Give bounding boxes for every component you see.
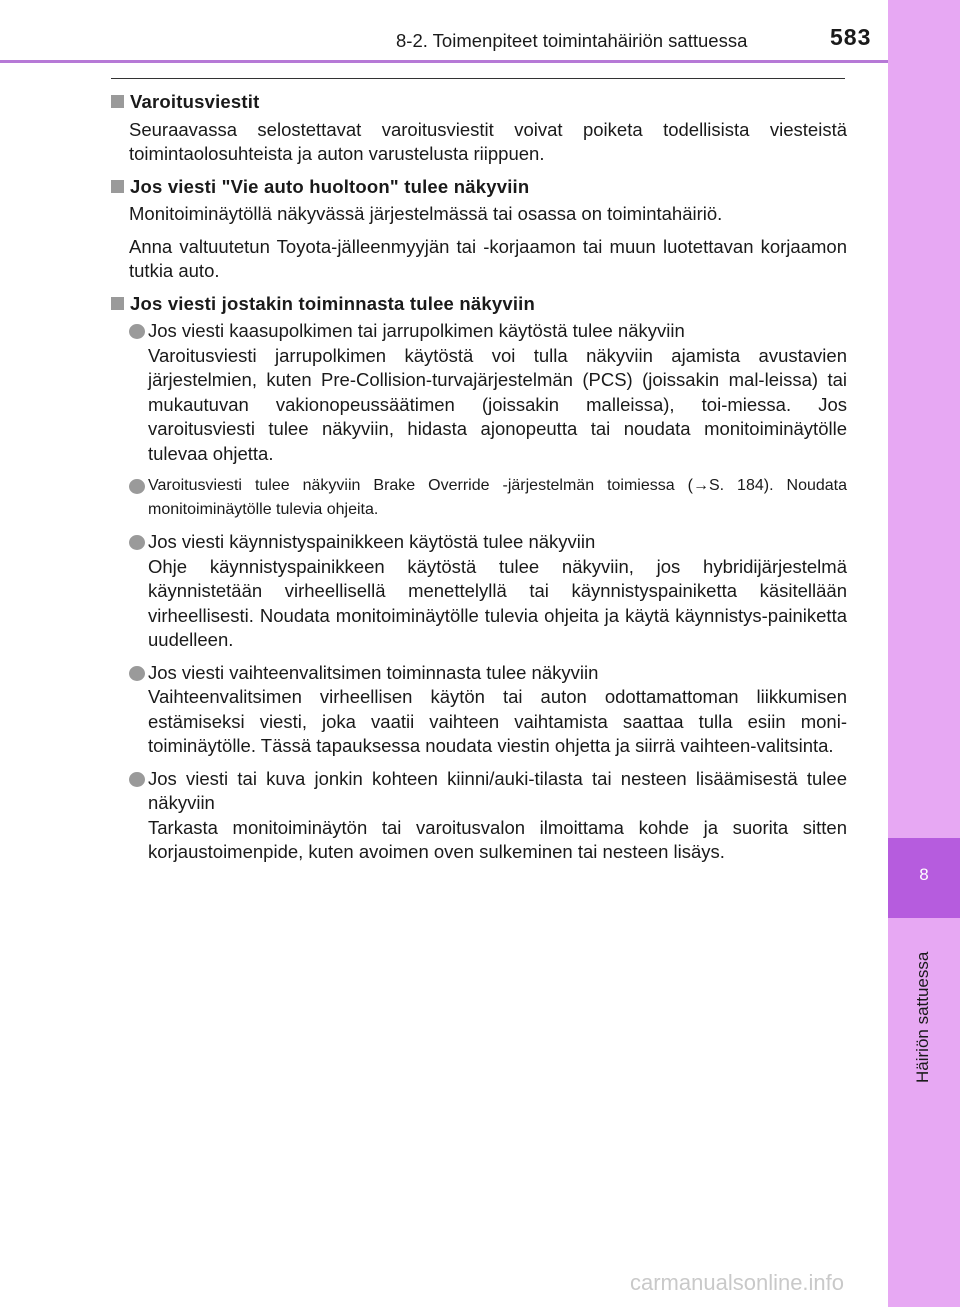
header-section-title: 8-2. Toimenpiteet toimintahäiriön sattuessa	[396, 30, 748, 51]
section-heading	[111, 90, 847, 115]
circle-bullet-icon	[129, 324, 145, 339]
square-bullet-icon	[111, 180, 124, 193]
list-item	[129, 767, 847, 865]
bullet-title: Jos viesti käynnistyspainikkeen käytöstä tulee näkyviin	[148, 531, 596, 552]
content-top-rule	[111, 78, 845, 79]
bullet-text: Tarkasta monitoiminäytön tai varoitusvalon ilmoittama kohde ja suorita sitten korjaustoimenpide, kuten avoimen oven sulkeminen tai nesteen lisäys.	[148, 816, 847, 862]
section-heading-text: Varoitusviestit	[130, 91, 260, 112]
chapter-side-tab	[888, 0, 960, 1307]
bullet-title: Jos viesti kaasupolkimen tai jarrupolkimen käytöstä tulee näkyviin	[148, 320, 685, 341]
section-heading-text: Jos viesti "Vie auto huoltoon" tulee näkyviin	[130, 175, 530, 197]
square-bullet-icon	[111, 297, 124, 310]
bullet-text: Ohje käynnistyspainikkeen käytöstä tulee näkyviin, jos hybridijärjestelmä käynnistetään virheellisellä menettelyllä tai käynnistyspainiketta käsitellään virheellisesti. Noudata monitoiminäytölle tulevia ohjeita ja käytä käynnistys-painiketta uudelleen.	[148, 555, 847, 650]
paragraph: Monitoiminäytöllä näkyvässä järjestelmässä tai osassa on toimintahäiriö.	[129, 203, 723, 224]
page-content	[111, 90, 847, 873]
paragraph: Seuraavassa selostettavat varoitusviestit voivat poiketa todellisista viesteistä toimintaolosuhteista ja auton varustelusta riippuen.	[129, 118, 847, 164]
list-item	[129, 474, 847, 522]
section-heading	[111, 175, 847, 200]
list-item	[129, 530, 847, 653]
bullet-text: Varoitusviesti jarrupolkimen käytöstä voi tulla näkyviin ajamista avustavien järjestelmien, kuten Pre-Collision-turvajärjestelmän (PCS) (joissakin mal-leissa) tai mukautuvan vakionopeussäätimen (joissakin malleissa), toi-miessa. Jos varoitusviesti tulee näkyviin, hidasta ajonopeutta tai noudata monitoiminäytölle tulevaa ohjetta.	[148, 344, 847, 464]
section-heading	[111, 292, 847, 317]
section-heading-text: Jos viesti jostakin toiminnasta tulee näkyviin	[130, 292, 536, 314]
header-rule	[0, 60, 888, 63]
bullet-text: Vaihteenvalitsimen virheellisen käytön tai auton odottamattoman liikkumisen estämiseksi viesti, joka vaatii vaihteen vaihtamista saattaa tulla esiin moni-toiminäytölle. Tässä tapauksessa noudata viestin ohjetta ja siirrä vaihteen-valitsinta.	[148, 686, 847, 756]
list-item	[129, 661, 847, 759]
circle-bullet-icon	[129, 772, 145, 787]
chapter-title: Häiriön sattuessa	[913, 951, 932, 1083]
paragraph: Anna valtuutetun Toyota-jälleenmyyjän tai -korjaamon tai muun luotettavan korjaamon tutkia auto.	[129, 235, 847, 281]
bullet-title: Jos viesti vaihteenvalitsimen toiminnasta tulee näkyviin	[148, 661, 599, 683]
list-item	[129, 319, 847, 466]
circle-bullet-icon	[129, 666, 145, 681]
page-number: 583	[830, 24, 872, 50]
circle-bullet-icon	[129, 479, 145, 494]
bullet-title: Jos viesti tai kuva jonkin kohteen kiinni/auki-tilasta tai nesteen lisäämisestä tulee näkyviin	[148, 767, 847, 813]
bullet-text: Varoitusviesti tulee näkyviin Brake Override -järjestelmän toimiessa (→S. 184). Noudata monitoiminäytölle tulevia ohjeita.	[148, 477, 847, 518]
square-bullet-icon	[111, 95, 124, 108]
circle-bullet-icon	[129, 535, 145, 550]
watermark: carmanualsonline.info	[630, 1270, 845, 1295]
chapter-number: 8	[919, 865, 929, 884]
